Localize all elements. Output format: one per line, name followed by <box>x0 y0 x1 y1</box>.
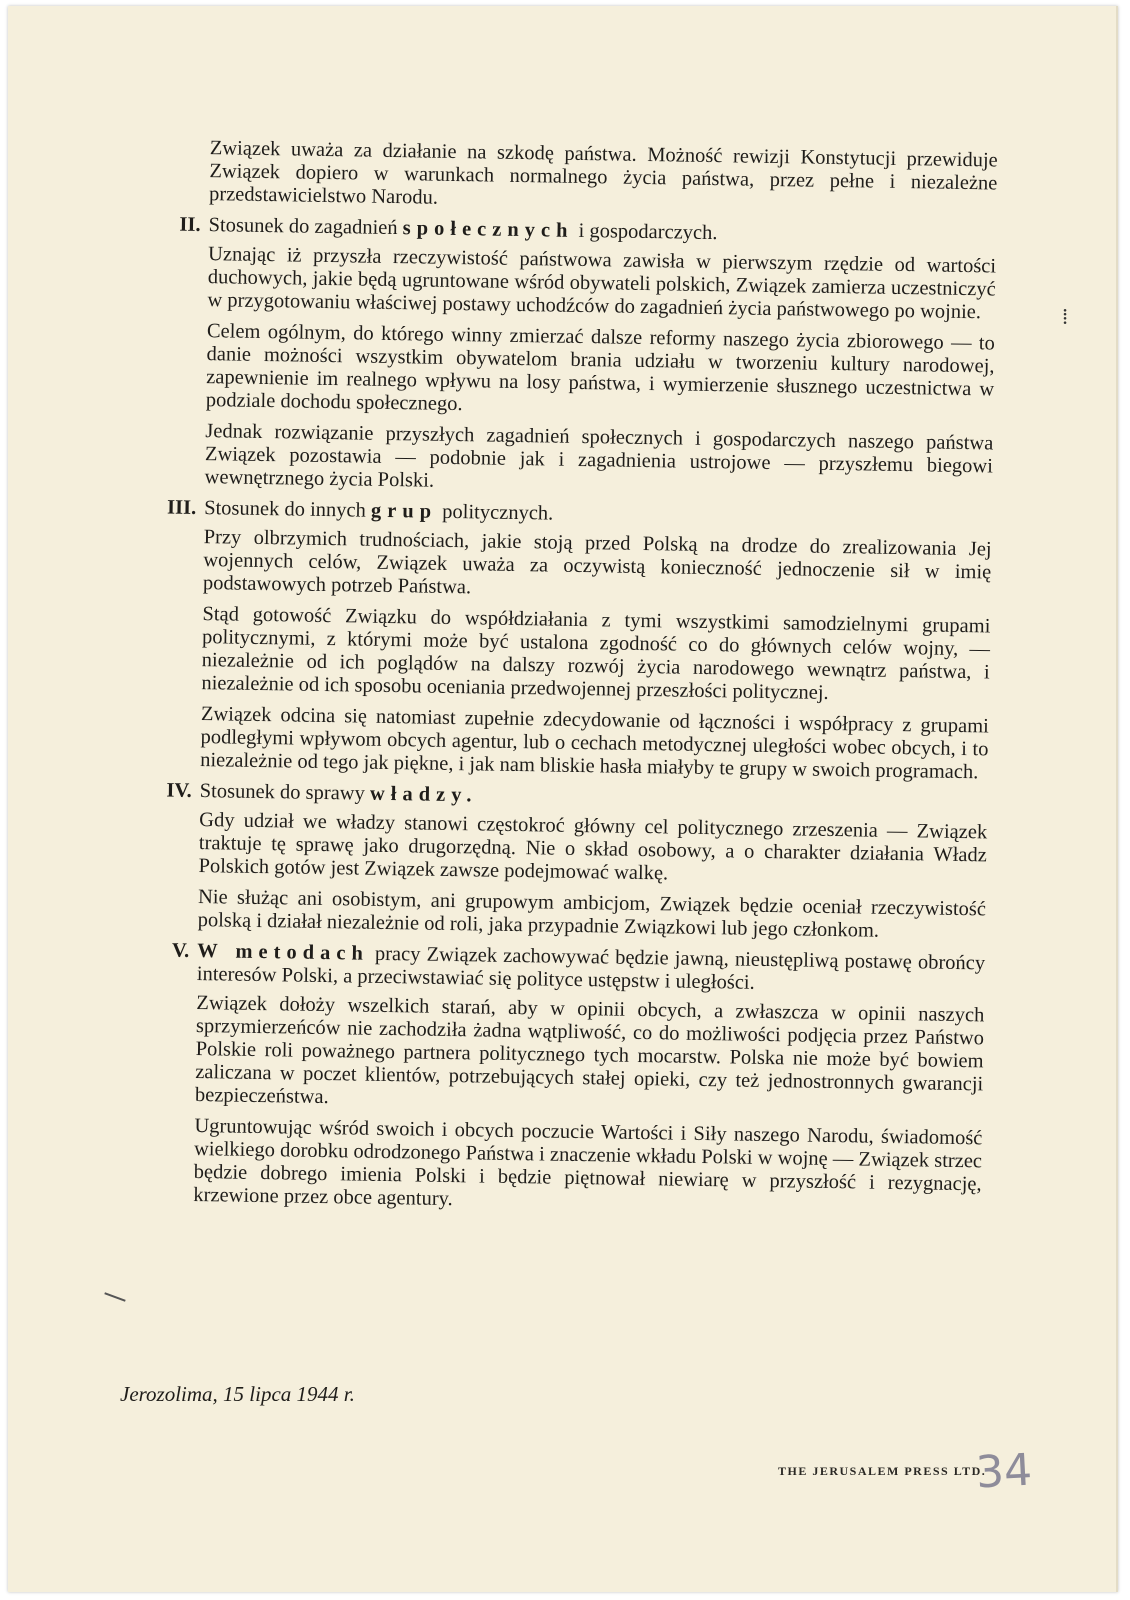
section-paragraph: Stąd gotowość Związku do współdziałania z tymi wszystkimi samodzielnymi grupami politycznymi, z którymi może być ustalona zgodność co do głównych celów wojny, — niezależnie od ich poglądów na dalszy rozwój życia narodowego wewnątrz państwa, i niezależnie od ich sposobu oceniania przedwojennej przeszłości politycznej. <box>201 603 991 704</box>
section-heading: Stosunek do innych grup politycznych. <box>203 497 554 525</box>
place-date: Jerozolima, 15 lipca 1944 r. <box>120 1382 355 1406</box>
section-paragraph: Ugruntowując wśród swoich i obcych poczucie Wartości i Siły naszego Narodu, świadomość wielkiego dorobku odrodzonego Państwa i znaczenie wkładu Polski w wojnę — Związek strzec będzie dobrego imienia Polski i będzie piętnował niewiarę w przyszłość i rezygnację, krzewione przez obce agentury. <box>193 1115 983 1211</box>
section-paragraph: Celem ogólnym, do którego winny zmierzać dalsze reformy naszego życia zbiorowego — to danie możności wszystkim obywatelom brania udziału w tworzeniu kultury narodowej, zapewnienie im realnego wpływu na losy państwa, i wymierzenie słusznego uczestnictwa w podziale dochodu społecznego. <box>205 320 996 416</box>
section-5 <box>121 939 985 1219</box>
section-3 <box>128 496 992 784</box>
section-heading: W metodach pracy Związek zachowywać będzie jawną, nieustępliwą postawę obrońcy interesów Polski, a przeciwstawiać się polityce ustępstw i uległości. <box>196 940 986 994</box>
section-2 <box>132 213 996 501</box>
archive-number: 34 <box>974 1444 1034 1499</box>
margin-mark-icon: ⁞ <box>1062 304 1069 329</box>
document-body <box>121 136 998 1227</box>
section-numeral: III. <box>166 496 197 519</box>
section-paragraph: Przy olbrzymich trudnościach, jakie stoją przed Polską na drodze do zrealizowania Jej wojennych celów, Związek uważa za oczywistą konieczność jednoczenie sił w imię podstawowych potrzeb Państwa. <box>202 526 992 599</box>
section-numeral: IV. <box>166 779 192 802</box>
edge-mark-icon <box>104 1292 125 1301</box>
section-paragraph: Związek odcina się natomiast zupełnie zdecydowanie od łączności i współpracy z grupami podległymi wpływom obcych agentur, lub o cechach metodycznej uległości wobec obcych, i to niezależnie od tego jak piękne, i jak nam bliskie hasła miałyby te grupy w swoich programach. <box>200 703 990 784</box>
document-sheet <box>8 6 1118 1592</box>
section-paragraph: Związek dołoży wszelkich starań, aby w opinii obcych, a zwłaszcza w opinii naszych sprzymierzeńców nie zachodziła żadna wątpliwość, co do możliwości podjęcia przez Państwo Polskie roli poważnego partnera politycznego tych mocarstw. Polska nie może być bowiem zaliczana w poczet klientów, potrzebujących stałej opieki, czy też jednostronnych gwarancji bezpieczeństwa. <box>194 992 985 1109</box>
section-paragraph: Jednak rozwiązanie przyszłych zagadnień społecznych i gospodarczych naszego państwa Związek pozostawia — podobnie jak i zagadnienia ustrojowe — przyszłemu biegowi wewnętrznego życia Polski. <box>204 420 994 492</box>
section-heading: Stosunek do zagadnień społecznych i gospodarczych. <box>208 214 718 245</box>
section-paragraph: Nie służąc ani osobistym, ani grupowym ambicjom, Związek będzie oceniał rzeczywistość polską i działał niezależnie od roli, jaka przypadnie Związkowi lub jego członkom. <box>197 886 987 942</box>
section-paragraph: Uznając iż przyszła rzeczywistość państwowa zawisła w pierwszym rzędzie od wartości duchowych, jakie będą ugruntowane wśród obywateli polskich, Związek zamierza uczestniczyć w przygotowaniu właściwej postawy uchodźców do zagadnień życia państwowego po wojnie. <box>207 243 997 324</box>
section-numeral: V. <box>171 939 190 962</box>
continuation-paragraph: Związek uważa za działanie na szkodę państwa. Możność rewizji Konstytucji przewiduje Związek dopiero w warunkach normalnego życia państwa, przez pełne i niezależne przedstawicielstwo Narodu. <box>208 137 998 209</box>
section-paragraph: Gdy udział we władzy stanowi częstokroć główny cel politycznego zrzeszenia — Związek traktuje tę sprawę jako drugorzędną. Nie o skład osobowy, a o charakter działania Władz Polskich gotów jest Związek zawsze podejmować walkę. <box>198 809 988 885</box>
section-4 <box>126 779 988 944</box>
section-heading: Stosunek do sprawy władzy. <box>199 780 478 807</box>
section-numeral: II. <box>179 213 201 236</box>
printer-imprint: THE JERUSALEM PRESS LTD. <box>778 1464 987 1478</box>
